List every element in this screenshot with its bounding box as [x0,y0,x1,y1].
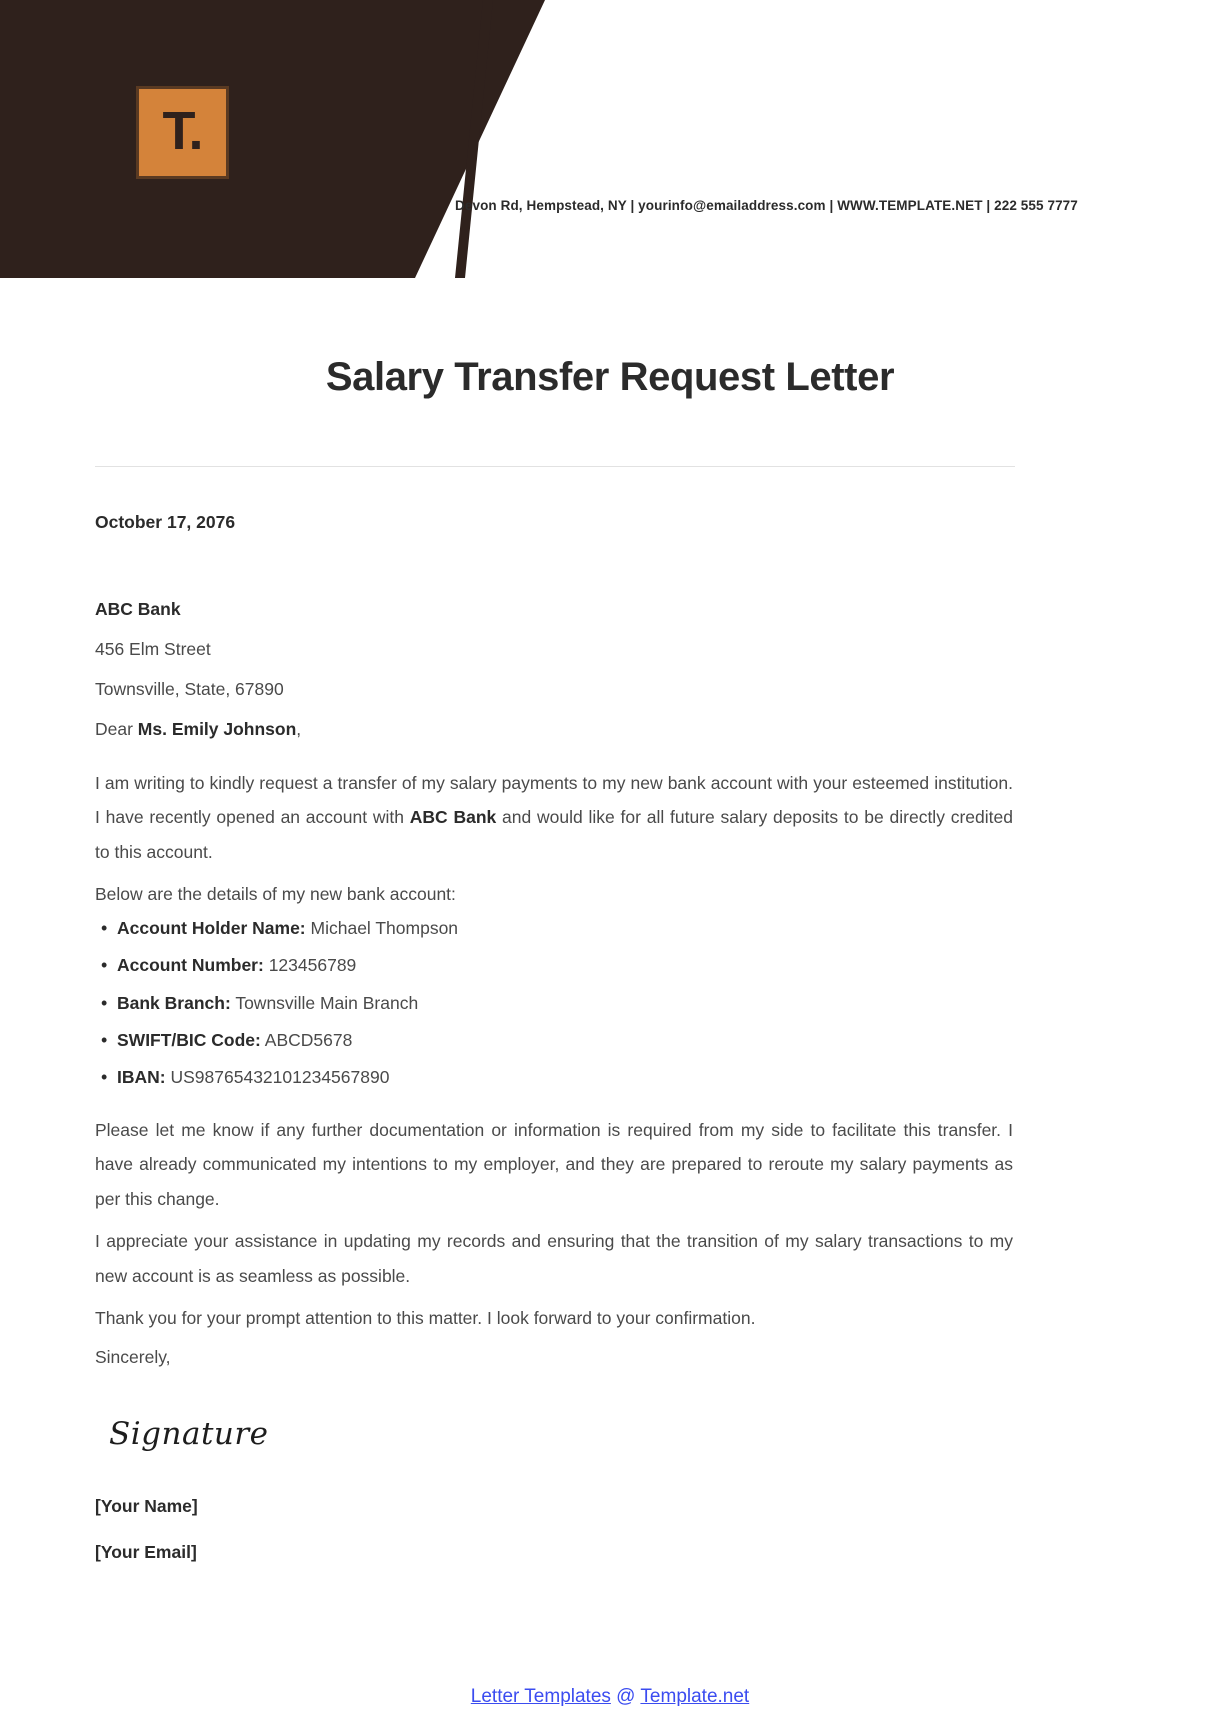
list-item [117,991,1013,1016]
recipient-street: 456 Elm Street [95,639,211,659]
list-item [117,1028,1013,1053]
signer-name-placeholder: [Your Name] [95,1496,198,1517]
detail-label: Account Holder Name: [117,917,306,938]
detail-label: Bank Branch: [117,992,231,1013]
list-item [117,916,1013,941]
title-block [0,355,1220,400]
list-item [117,953,1013,978]
header-contact-info: Devon Rd, Hempstead, NY | yourinfo@emailaddress.com | WWW.TEMPLATE.NET | 222 555 7777 [455,198,1078,213]
logo-letter-t-icon: T. [162,100,203,161]
page-title: Salary Transfer Request Letter [325,355,895,399]
footer-letter-templates-link[interactable]: Letter Templates [470,1686,611,1707]
salutation-suffix: , [296,719,302,739]
footer-separator: @ [610,1686,641,1707]
bank-details-list [95,916,1013,1091]
detail-value: ABCD5678 [264,1030,353,1050]
signer-email-placeholder: [Your Email] [95,1542,197,1563]
intro-text-part2: and would like for all future salary deposits to be directly credited to this account. [95,807,1013,862]
salutation-prefix: Dear [95,719,138,739]
title-divider [95,466,1015,467]
letter-date: October 17, 2076 [95,512,236,532]
brand-logo [136,86,229,179]
salutation [95,719,1013,740]
document-header [0,0,1220,278]
detail-value: Townsville Main Branch [235,992,419,1013]
paragraph-appreciation: I appreciate your assistance in updating my records and ensuring that the transition of my salary transactions to my new account is as seamless as possible. [95,1231,1013,1286]
footer [0,1686,1220,1708]
letter-body [95,512,1013,1563]
footer-template-net-link[interactable]: Template.net [640,1686,750,1707]
intro-paragraph [95,766,1013,869]
signature-mark: Signature [109,1416,269,1453]
detail-label: Account Number: [117,955,264,976]
paragraph-documentation: Please let me know if any further documentation or information is required from my side to facilitate this transfer. I have already communicated my intentions to my employer, and they are prepared to reroute my salary payments as per this change. [95,1119,1013,1209]
detail-value: US98765432101234567890 [170,1067,390,1088]
detail-value: Michael Thompson [310,917,459,938]
detail-label: SWIFT/BIC Code: [117,1030,261,1050]
recipient-city-state-zip: Townsville, State, 67890 [95,679,284,699]
detail-label: IBAN: [117,1067,166,1088]
intro-bank-name: ABC Bank [409,807,497,828]
list-item [117,1065,1013,1090]
salutation-name: Ms. Emily Johnson [137,719,297,739]
paragraph-thanks: Thank you for your prompt attention to this matter. I look forward to your confirmation. [95,1308,756,1329]
recipient-organization: ABC Bank [95,599,181,619]
details-lead-in: Below are the details of my new bank account: [95,884,456,905]
detail-value: 123456789 [268,955,357,976]
intro-text-part1: I am writing to kindly request a transfer of my salary payments to my new bank account with your esteemed institution. I have recently opened an account with [95,773,1013,828]
closing-salutation: Sincerely, [95,1346,171,1367]
